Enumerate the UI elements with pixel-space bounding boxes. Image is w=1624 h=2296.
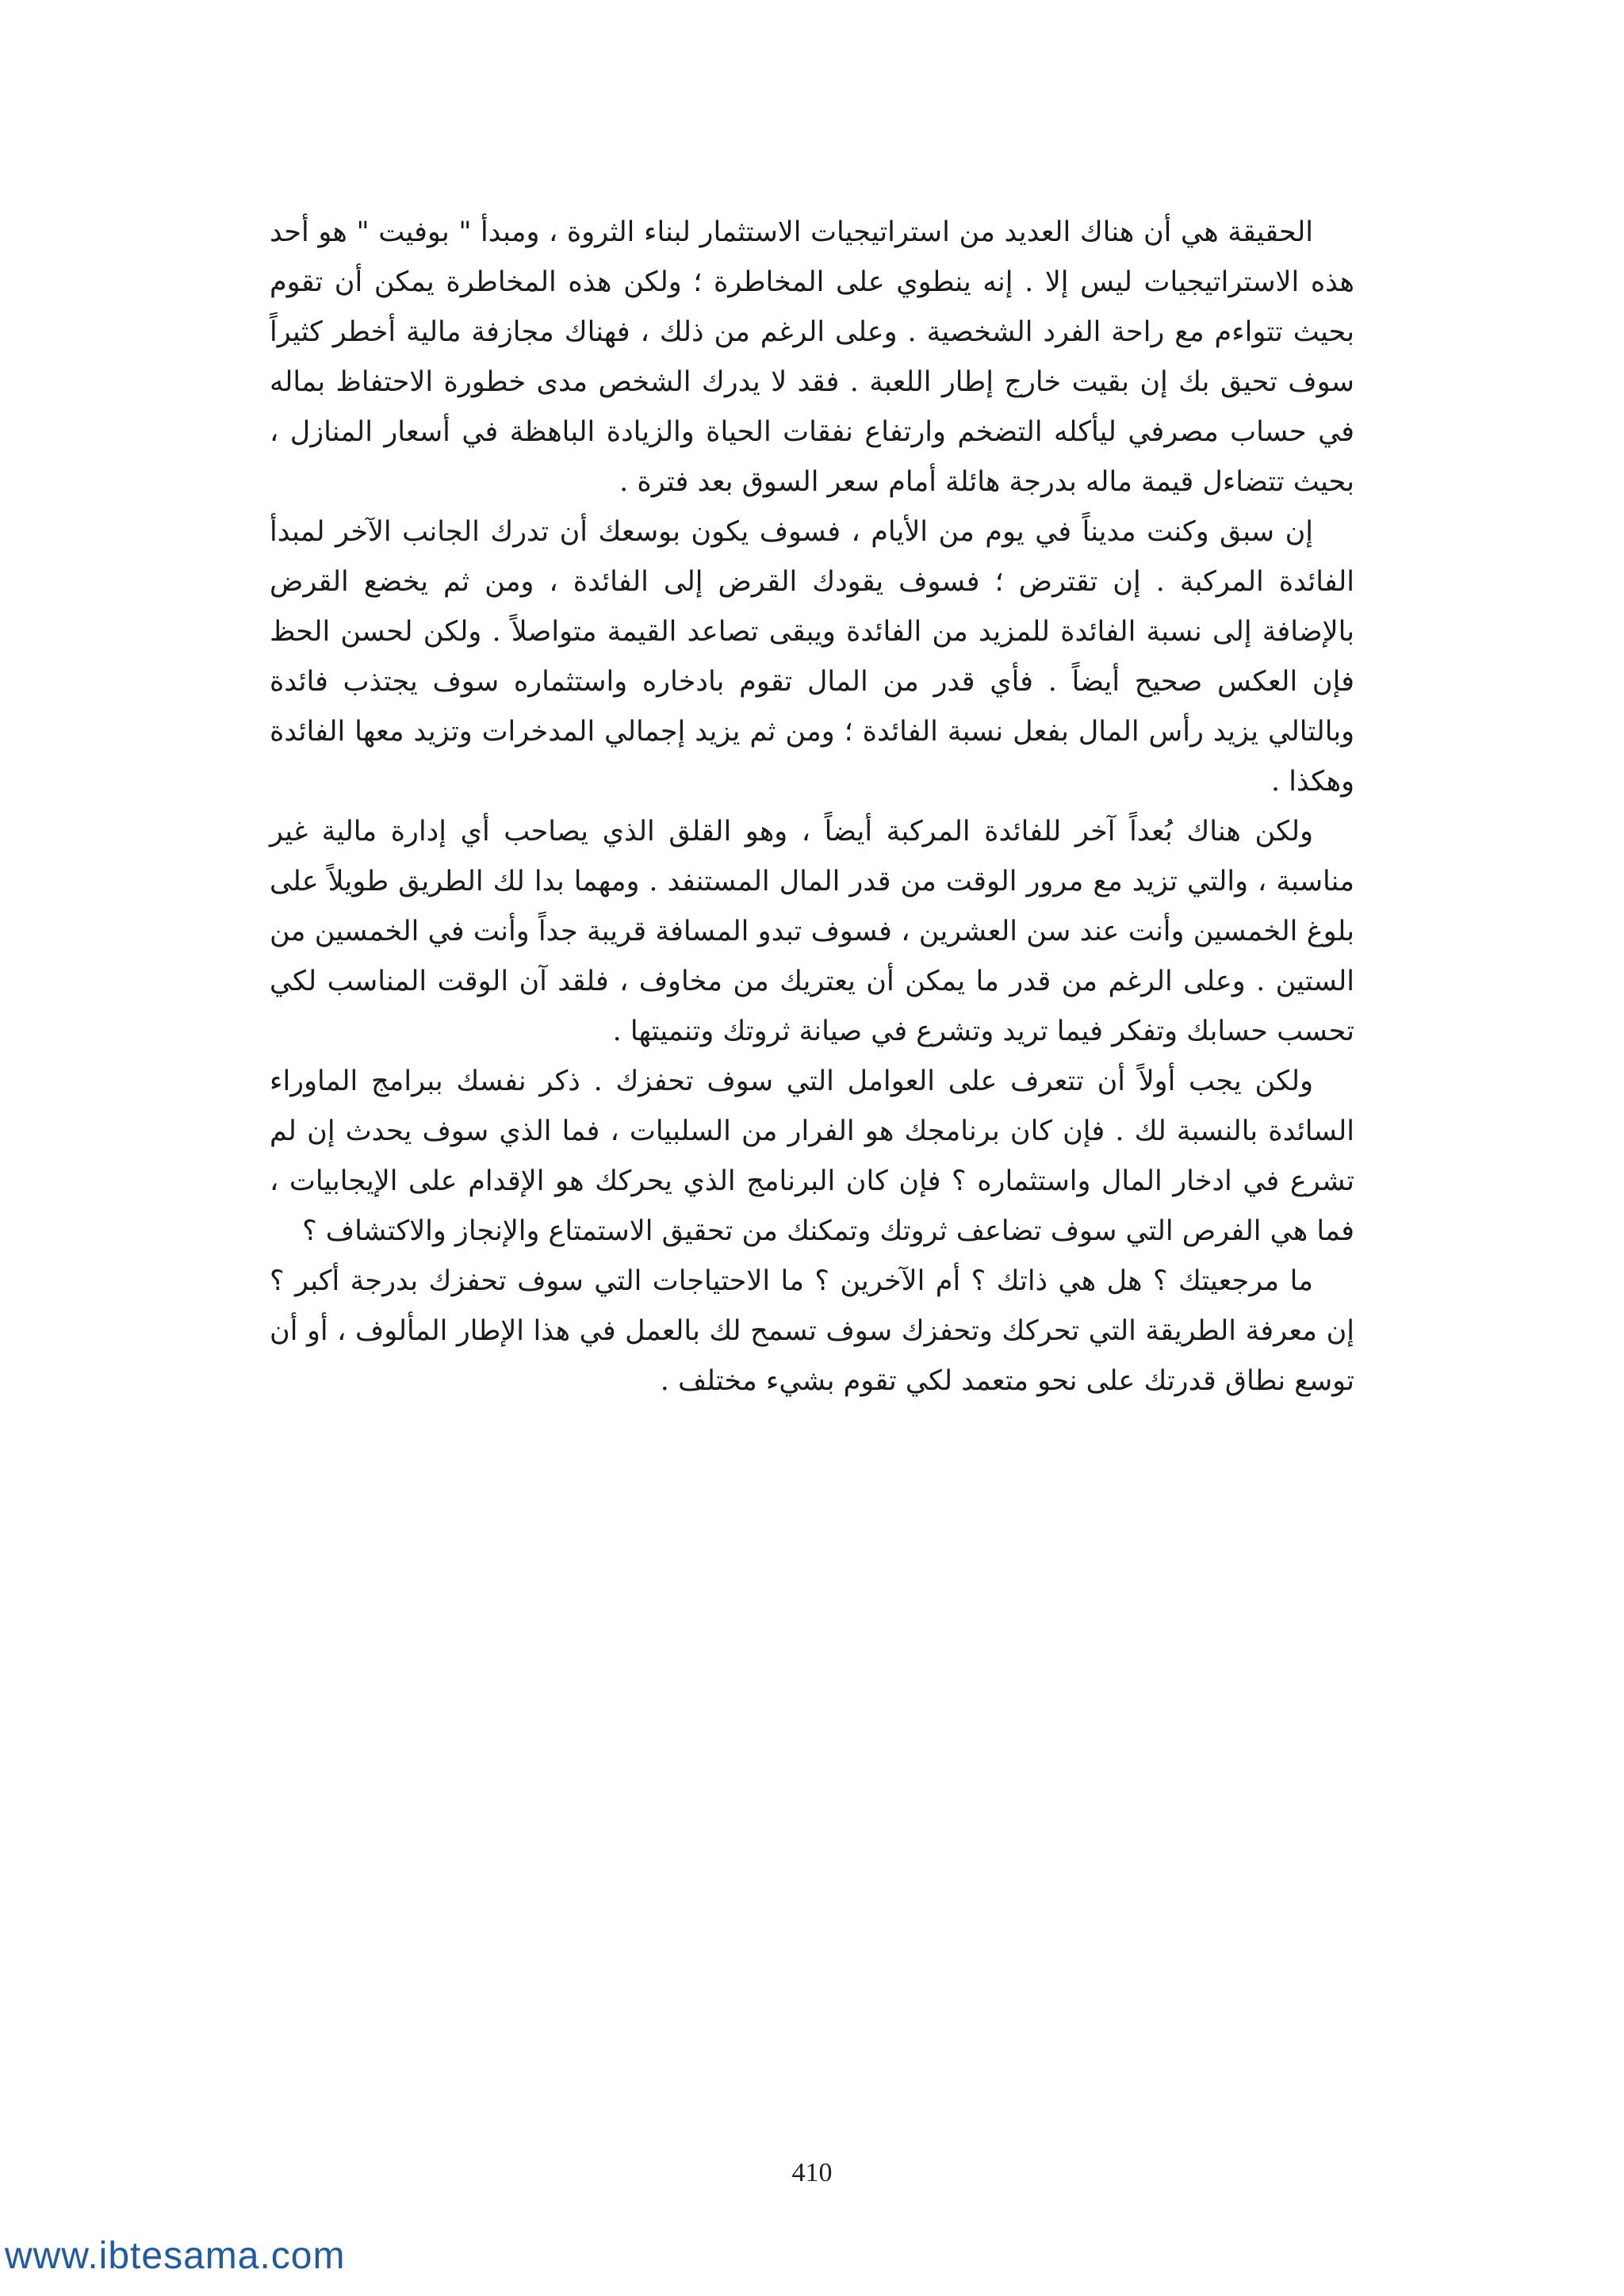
website-watermark: www.ibtesama.com <box>5 2235 346 2277</box>
paragraph-3: ولكن هناك بُعداً آخر للفائدة المركبة أيضاً ، وهو القلق الذي يصاحب أي إدارة مالية غير مناسبة ، والتي تزيد مع مرور الوقت من قدر المال المستنفد . ومهما بدا لك الطريق طويلاً على بلوغ الخمسين وأنت عند سن العشرين ، فسوف تبدو المسافة قريبة جداً وأنت في الخمسين من الستين . وعلى الرغم من قدر ما يمكن أن يعتريك من مخاوف ، فلقد آن الوقت المناسب لكي تحسب حسابك وتفكر فيما تريد وتشرع في صيانة ثروتك وتنميتها . <box>270 816 1354 1047</box>
paragraph-2: إن سبق وكنت مديناً في يوم من الأيام ، فسوف يكون بوسعك أن تدرك الجانب الآخر لمبدأ الفائدة المركبة . إن تقترض ؛ فسوف يقودك القرض إلى الفائدة ، ومن ثم يخضع القرض بالإضافة إلى نسبة الفائدة للمزيد من الفائدة ويبقى تصاعد القيمة متواصلاً . ولكن لحسن الحظ فإن العكس صحيح أيضاً . فأي قدر من المال تقوم بادخاره واستثماره سوف يجتذب فائدة وبالتالي يزيد رأس المال بفعل نسبة الفائدة ؛ ومن ثم يزيد إجمالي المدخرات وتزيد معها الفائدة وهكذا . <box>270 516 1354 798</box>
paragraph-5: ما مرجعيتك ؟ هل هي ذاتك ؟ أم الآخرين ؟ ما الاحتياجات التي سوف تحفزك بدرجة أكبر ؟ إن معرفة الطريقة التي تحركك وتحفزك سوف تسمح لك بالعمل في هذا الإطار المألوف ، أو أن توسع نطاق قدرتك على نحو متعمد لكي تقوم بشيء مختلف . <box>270 1265 1354 1397</box>
page-body <box>270 208 1354 1406</box>
paragraph-1: الحقيقة هي أن هناك العديد من استراتيجيات الاستثمار لبناء الثروة ، ومبدأ " بوفيت " هو أحد هذه الاستراتيجيات ليس إلا . إنه ينطوي على المخاطرة ؛ ولكن هذه المخاطرة يمكن أن تقوم بحيث تتواءم مع راحة الفرد الشخصية . وعلى الرغم من ذلك ، فهناك مجازفة مالية أخطر كثيراً سوف تحيق بك إن بقيت خارج إطار اللعبة . فقد لا يدرك الشخص مدى خطورة الاحتفاظ بماله في حساب مصرفي ليأكله التضخم وارتفاع نفقات الحياة والزيادة الباهظة في أسعار المنازل ، بحيث تتضاءل قيمة ماله بدرجة هائلة أمام سعر السوق بعد فترة . <box>270 216 1354 498</box>
paragraph-4: ولكن يجب أولاً أن تتعرف على العوامل التي سوف تحفزك . ذكر نفسك ببرامج الماوراء السائدة بالنسبة لك . فإن كان برنامجك هو الفرار من السلبيات ، فما الذي سوف يحدث إن لم تشرع في ادخار المال واستثماره ؟ فإن كان البرنامج الذي يحركك هو الإقدام على الإيجابيات ، فما هي الفرص التي سوف تضاعف ثروتك وتمكنك من تحقيق الاستمتاع والإنجاز والاكتشاف ؟ <box>270 1066 1354 1247</box>
page-number: 410 <box>791 2158 833 2187</box>
